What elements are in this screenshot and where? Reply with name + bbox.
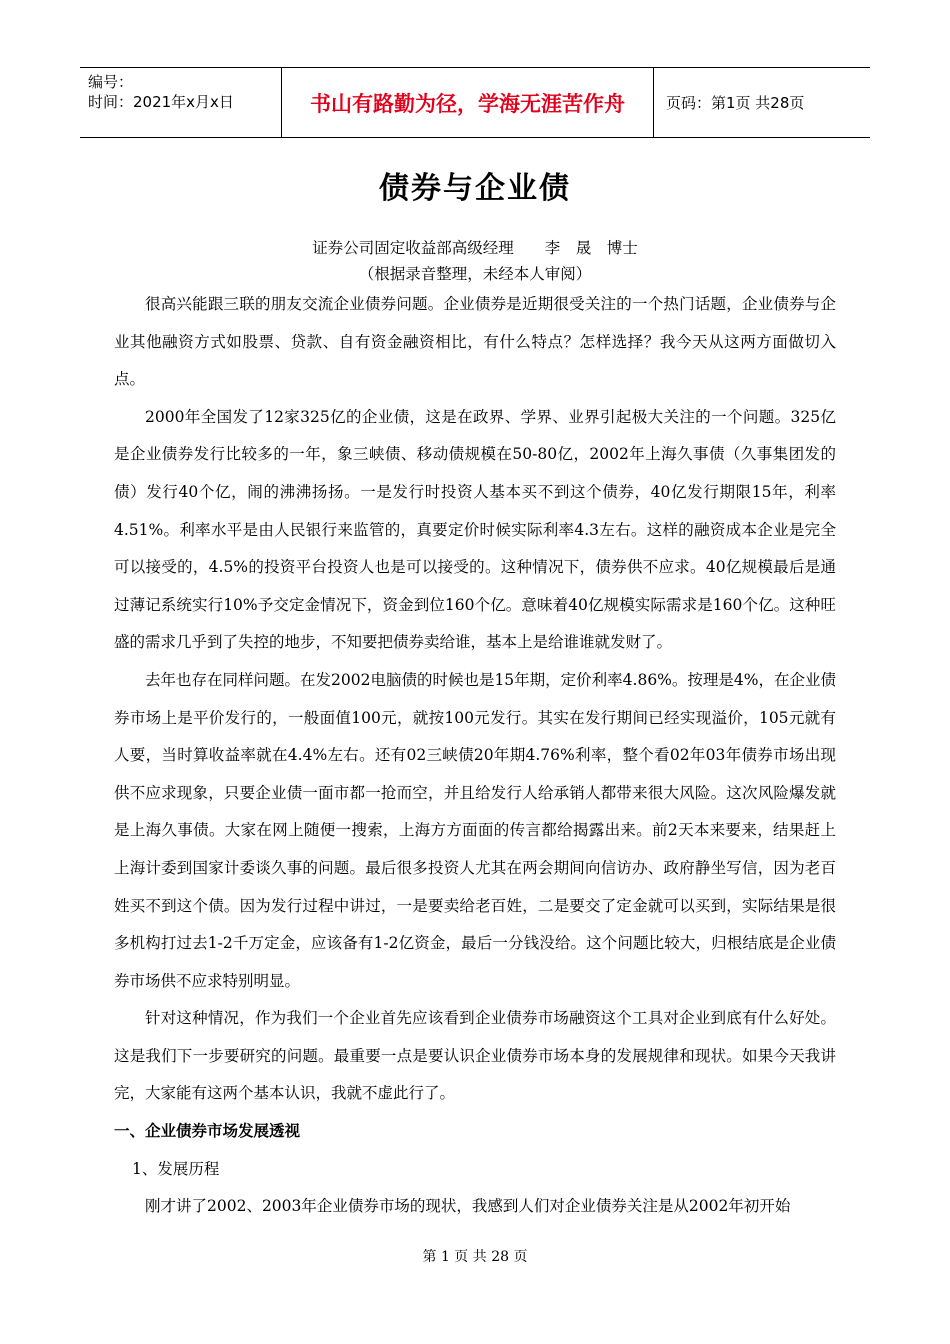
- page-header: [80, 67, 870, 138]
- paragraph: 2000年全国发了12家325亿的企业债，这是在政界、学界、业界引起极大关注的一个问题。325亿是企业债券发行比较多的一年，象三峡债、移动债规模在50-80亿，2002年上海久事债（久事集团发的债）发行40个亿，闹的沸沸扬扬。一是发行时投资人基本买不到这个债券，40亿发行期限15年，利率4.51%。利率水平是由人民银行来监管的，真要定价时候实际利率4.3左右。这样的融资成本企业是完全可以接受的，4.5%的投资平台投资人也是可以接受的。这种情况下，债券供不应求。40亿规模最后是通过薄记系统实行10%予交定金情况下，资金到位160个亿。意味着40亿规模实际需求是160个亿。这种旺盛的需求几乎到了失控的地步，不知要把债券卖给谁，基本上是给谁谁就发财了。: [114, 407, 836, 652]
- transcript-note: （根据录音整理，未经本人审阅）: [358, 265, 592, 283]
- paragraph: 针对这种情况，作为我们一个企业首先应该看到企业债券市场融资这个工具对企业到底有什么好处。这是我们下一步要研究的问题。最重要一点是要认识企业债券市场本身的发展规律和现状。如果今天我讲完，大家能有这两个基本认识，我就不虚此行了。: [114, 1009, 836, 1103]
- header-page-code: 页码：第1页 共28页: [666, 94, 805, 112]
- header-motto: 书山有路勤为径，学海无涯苦作舟: [282, 68, 654, 137]
- author-line: 证券公司固定收益部高级经理 李 晟 博士: [312, 239, 638, 257]
- paragraph: 很高兴能跟三联的朋友交流企业债券问题。企业债券是近期很受关注的一个热门话题，企业债券与企业其他融资方式如股票、贷款、自有资金融资相比，有什么特点？怎样选择？我今天从这两方面做切入点。: [114, 295, 836, 389]
- document-number: 编号：: [88, 73, 134, 91]
- header-meta: [80, 68, 282, 137]
- section-heading: 一、企业债券市场发展透视: [114, 1122, 301, 1141]
- subsection-heading: 1、发展历程: [132, 1159, 220, 1178]
- paragraph: 去年也存在同样问题。在发2002电脑债的时候也是15年期，定价利率4.86%。按理是4%，在企业债券市场上是平价发行的，一般面值100元，就按100元发行。其实在发行期间已经实现溢价，105元就有人要，当时算收益率就在4.4%左右。还有02三峡债20年期4.76%利率，整个看02年03年债券市场出现供不应求现象，只要企业债一面市都一抢而空，并且给发行人给承销人都带来很大风险。这次风险爆发就是上海久事债。大家在网上随便一搜索，上海方方面面的传言都给揭露出来。前2天本来要来，结果赶上上海计委到国家计委谈久事的问题。最后很多投资人尤其在两会期间向信访办、政府静坐写信，因为老百姓买不到这个债。因为发行过程中讲过，一是要卖给老百姓，二是要交了定金就可以买到，实际结果是很多机构打过去1-2千万定金，应该备有1-2亿资金，最后一分钱没给。这个问题比较大，归根结底是企业债券市场供不应求特别明显。: [114, 670, 837, 990]
- document-time: 时间：2021年x月x日: [88, 93, 234, 111]
- document-title: 债券与企业债: [379, 171, 571, 206]
- paragraph: 刚才讲了2002、2003年企业债券市场的现状，我感到人们对企业债券关注是从2002年初开始: [145, 1197, 791, 1216]
- body-text: [114, 286, 836, 1226]
- page-footer: 第 1 页 共 28 页: [422, 1249, 528, 1265]
